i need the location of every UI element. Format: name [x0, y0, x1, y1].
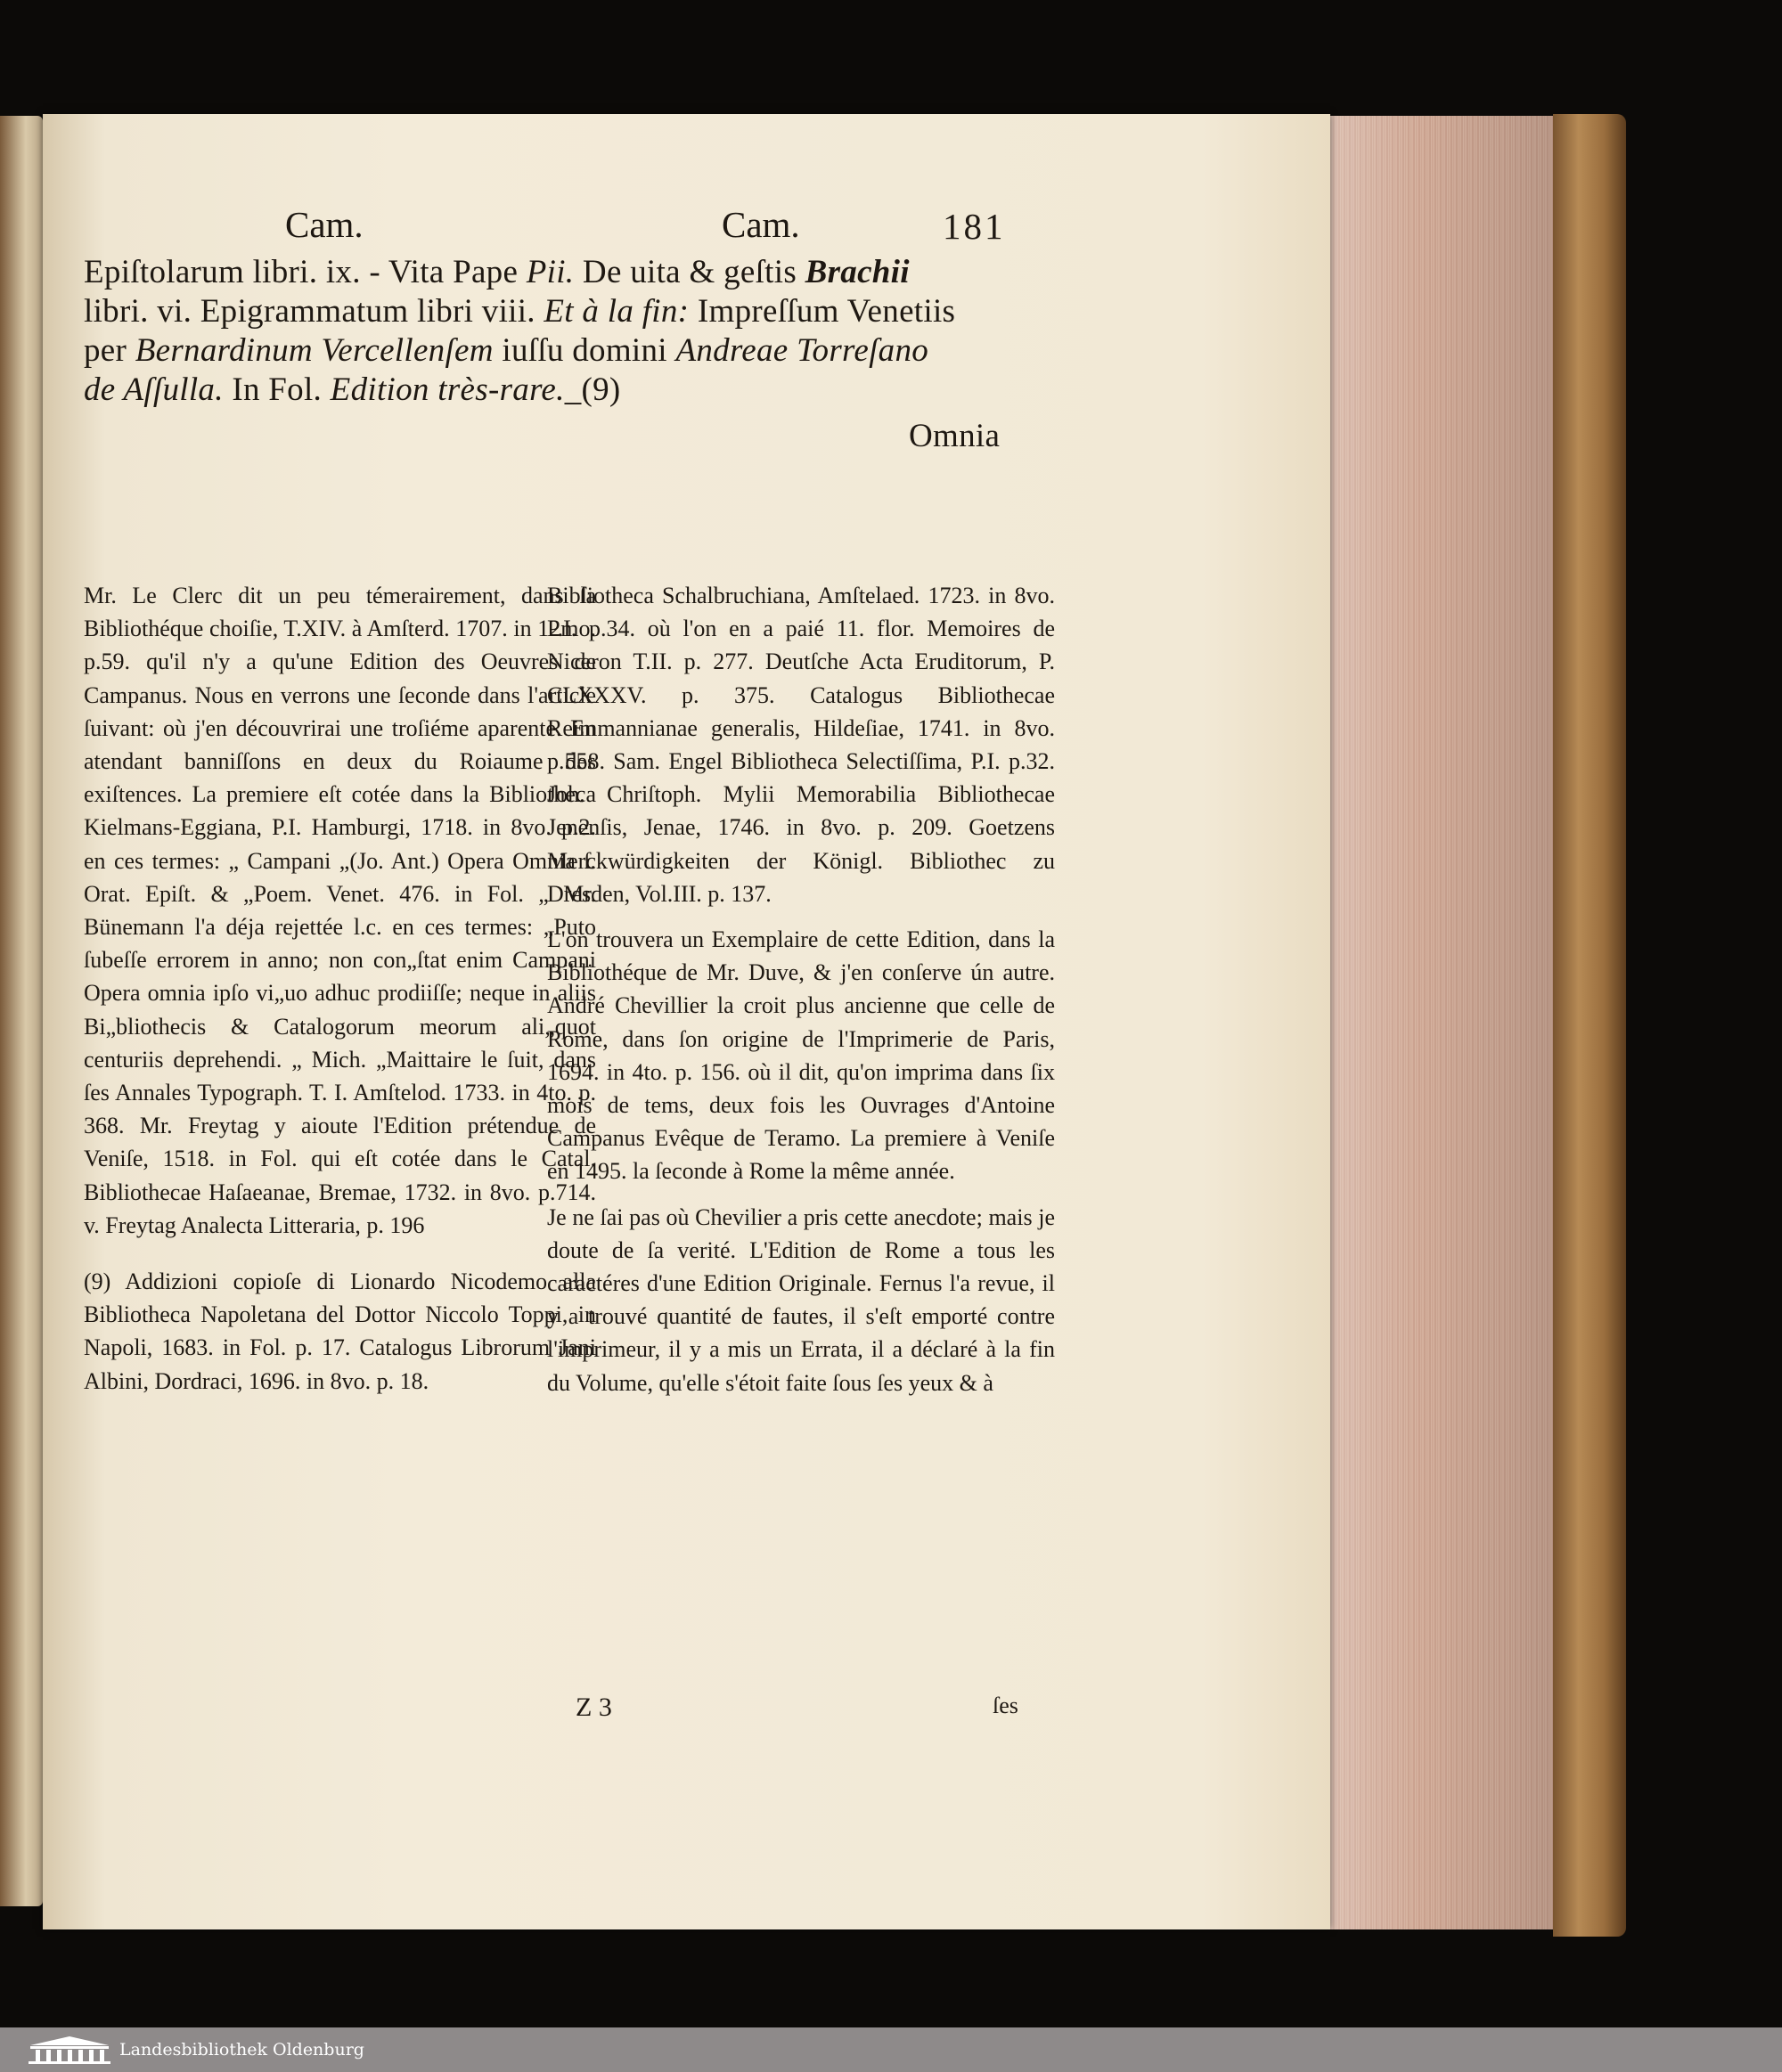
main-text-line-1: Epiſtolarum libri. ix. - Vita Pape Pii. De uita & geſtis Brachii [84, 254, 910, 290]
facing-page-edge [0, 116, 43, 1906]
footnote-paragraph-2: (9) Addizioni copioſe di Lionardo Nicodemo alla Bibliotheca Napoletana del Dottor Niccolo Toppi, in Napoli, 1683. in Fol. p. 17. Catalogus Librorum Jani Albini, Dordraci, 1696. in 8vo. p. 18. [84, 1268, 596, 1394]
book-page [43, 114, 1330, 1929]
footnote-paragraph-4: L'on trouvera un Exemplaire de cette Edition, dans la Bibliothéque de Mr. Duve, & j'en conſerve ún autre. André Chevillier la croit plus ancienne que celle de Rome, dans ſon origine de l'Imprimerie de Paris, 1694. in 4to. p. 156. où il dit, qu'on imprima dans ſix mois de tems, deux fois les Ouvrages d'Antoine Campanus Evêque de Teramo. La premiere à Veniſe en 1495. la ſeconde à Rome la même année. [547, 926, 1055, 1185]
catchword-bottom: ſes [993, 1693, 1018, 1718]
running-head-left: Cam. [285, 204, 364, 245]
running-head-center: Cam. [722, 204, 800, 245]
footnote-paragraph-1: Mr. Le Clerc dit un peu témerairement, dans ſa Bibliothéque choiſie, T.XIV. à Amſterd. 1707. in 12mo. p.59. qu'il n'y a qu'une Edition des Oeuvres de Campanus. Nous en verrons une ſeconde dans l'article ſuivant: où j'en découvrirai une troſiéme aparente. En atendant banniſſons en deux du Roiaume des exiſtences. La premiere eſt cotée dans la Bibliotheca Kielmans-Eggiana, P.I. Hamburgi, 1718. in 8vo. p.2. en ces termes: „ Campani „(Jo. Ant.) Opera Omnia ſ. Orat. Epiſt. & „Poem. Venet. 476. in Fol. „ Mr. Bünemann l'a déja rejettée l.c. en ces termes: „Puto ſubeſſe errorem in anno; non con„ſtat enim Campani Opera omnia ipſo vi„uo adhuc prodiiſſe; neque in aliis Bi„bliothecis & Catalogorum meorum ali„quot centuriis deprehendi. „ Mich. „Maittaire le ſuit, dans ſes Annales Typograph. T. I. Amſtelod. 1733. in 4to. p. 368. Mr. Freytag y aioute l'Edition prétendue de Veniſe, 1518. in Fol. qui eſt cotée dans le Catal. Bibliothecae Haſaeanae, Bremae, 1732. in 8vo. p.714. v. Freytag Analecta Litteraria, p. 196 [84, 583, 596, 1238]
catchword-top: Omnia [909, 418, 1001, 454]
footnote-paragraph-3: Bibliotheca Schalbruchiana, Amſtelaed. 1723. in 8vo. P.I. p.34. où l'on en a paié 11. flor. Memoires de Niceron T.II. p. 277. Deutſche Acta Eruditorum, P. CLXXXV. p. 375. Catalogus Bibliothecae Reimmannianae generalis, Hildeſiae, 1741. in 8vo. p.558. Sam. Engel Bibliotheca Selectiſſima, P.I. p.32. Joh. Chriſtoph. Mylii Memorabilia Bibliothecae Jenenſis, Jenae, 1746. in 8vo. p. 209. Goetzens Merckwürdigkeiten der Königl. Bibliothec zu Dresden, Vol.III. p. 137. [547, 583, 1055, 907]
footer-bar [0, 2027, 1782, 2072]
main-text-line-4: de Aſſulla. In Fol. Edition très-rare._(9) [84, 371, 621, 408]
book-cover-edge [1553, 114, 1626, 1937]
page-number: 181 [943, 206, 1006, 247]
library-building-icon [27, 2035, 112, 2065]
footnote-paragraph-5: Je ne ſai pas où Chevilier a pris cette anecdote; mais je doute de ſa verité. L'Edition de Rome a tous les caractéres d'une Edition Originale. Fernus l'a revue, il y a trouvé quantité de fautes, il s'eſt emporté contre l'imprimeur, il y a mis un Errata, il a déclaré à la fin du Volume, qu'elle s'étoit faite ſous ſes yeux & à [547, 1203, 1055, 1396]
main-text-line-3: per Bernardinum Vercellenſem iuſſu domini Andreae Torreſano [84, 332, 929, 369]
footnote-right-column [547, 579, 1055, 1399]
main-text-line-2: libri. vi. Epigrammatum libri viii. Et à la fin: Impreſſum Venetiis [84, 293, 956, 330]
signature-mark: Z 3 [576, 1693, 612, 1722]
footnote-left-column [84, 579, 596, 1398]
library-name: Landesbibliothek Oldenburg [119, 2040, 364, 2060]
